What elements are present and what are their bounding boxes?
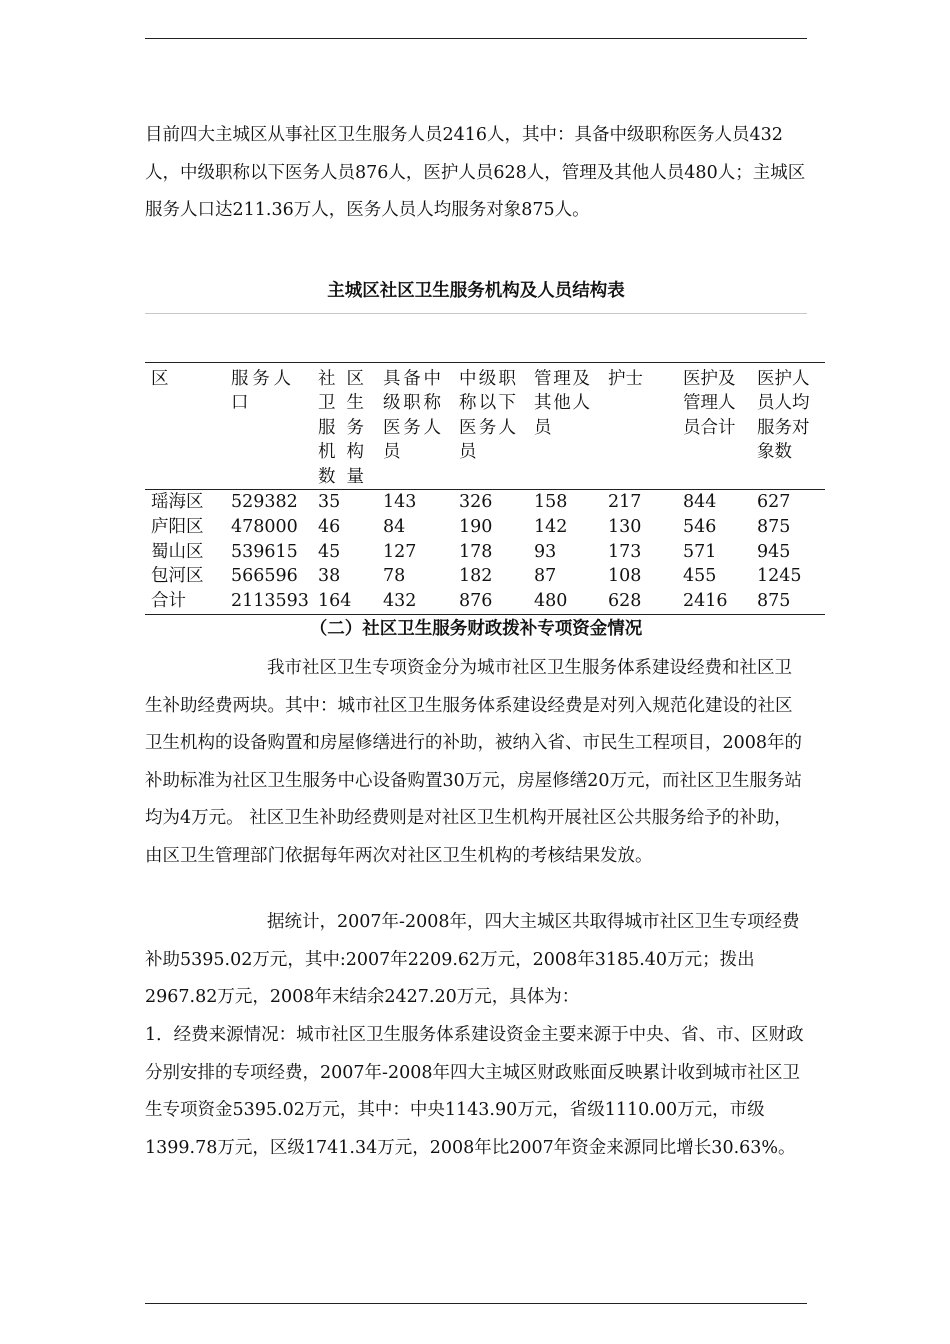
cell-mid-title: 84 — [383, 516, 406, 537]
cell-below-mid: 876 — [453, 589, 528, 614]
cell-institutions: 164 — [312, 589, 377, 614]
cell-nurses: 108 — [608, 566, 642, 587]
cell-population: 566596 — [231, 566, 298, 587]
cell-institutions: 38 — [318, 566, 341, 587]
cell-below-mid: 182 — [459, 566, 493, 587]
cell-total: 2416 — [677, 589, 751, 614]
table-header-row — [145, 363, 825, 490]
cell-population: 478000 — [231, 516, 298, 537]
header-nurses: 护士 — [602, 363, 677, 490]
cell-management: 142 — [534, 516, 568, 537]
title-underline — [145, 313, 807, 314]
table-row — [145, 540, 825, 565]
table-total-row — [145, 589, 825, 614]
cell-mid-title: 432 — [377, 589, 453, 614]
cell-ratio: 627 — [757, 492, 791, 513]
header-total-staff: 医护及管理人员合计 — [677, 363, 751, 490]
cell-district: 蜀山区 — [151, 541, 204, 562]
header-institution-count: 社区卫生服务机构数量 — [312, 363, 377, 490]
cell-management: 158 — [534, 492, 568, 513]
header-population: 服务人口 — [225, 363, 312, 490]
cell-management: 480 — [528, 589, 602, 614]
structure-table — [145, 362, 825, 615]
cell-institutions: 35 — [318, 492, 341, 513]
header-service-ratio: 医护人员人均服务对象数 — [751, 363, 825, 490]
cell-nurses: 628 — [602, 589, 677, 614]
cell-total: 571 — [683, 541, 717, 562]
cell-mid-title: 78 — [383, 566, 406, 587]
footer-rule — [145, 1303, 807, 1304]
fund-source-paragraph: 1．经费来源情况：城市社区卫生服务体系建设资金主要来源于中央、省、市、区财政分别安排的专项经费，2007年-2008年四大主城区财政账面反映累计收到城市社区卫生专项资金5395.02万元，其中：中央1143.90万元，省级1110.00万元，市级1399.78万元，区级1741.34万元，2008年比2007年资金来源同比增长30.63%。 — [145, 1025, 804, 1158]
header-rule — [145, 38, 807, 39]
cell-ratio: 945 — [757, 541, 791, 562]
cell-below-mid: 190 — [459, 516, 493, 537]
cell-district: 庐阳区 — [151, 516, 204, 537]
table-row — [145, 490, 825, 515]
header-district: 区 — [145, 363, 225, 490]
cell-institutions: 46 — [318, 516, 341, 537]
cell-management: 87 — [534, 566, 557, 587]
cell-nurses: 130 — [608, 516, 642, 537]
cell-population: 2113593 — [225, 589, 312, 614]
cell-district: 合计 — [145, 589, 225, 614]
cell-mid-title: 127 — [383, 541, 417, 562]
cell-institutions: 45 — [318, 541, 341, 562]
staff-summary-paragraph: 目前四大主城区从事社区卫生服务人员2416人，其中：具备中级职称医务人员432人，中级职称以下医务人员876人，医护人员628人，管理及其他人员480人；主城区服务人口达211.36万人，医务人员人均服务对象875人。 — [145, 125, 806, 220]
cell-ratio: 875 — [751, 589, 825, 614]
cell-district: 包河区 — [151, 566, 204, 587]
section-heading: （二）社区卫生服务财政拨补专项资金情况 — [309, 619, 643, 639]
fund-composition-paragraph: 我市社区卫生专项资金分为城市社区卫生服务体系建设经费和社区卫生补助经费两块。其中：城市社区卫生服务体系建设经费是对列入规范化建设的社区卫生机构的设备购置和房屋修缮进行的补助，被纳入省、市民生工程项目，2008年的补助标准为社区卫生服务中心设备购置30万元，房屋修缮20万元，而社区卫生服务站均为4万元。 社区卫生补助经费则是对社区卫生机构开展社区公共服务给予的补助，由区卫生管理部门依据每年两次对社区卫生机构的考核结果发放。 — [145, 658, 803, 866]
cell-ratio: 875 — [757, 516, 791, 537]
header-management-staff: 管理及其他人员 — [528, 363, 602, 490]
cell-total: 455 — [683, 566, 717, 587]
fund-statistics-paragraph: 据统计，2007年-2008年，四大主城区共取得城市社区卫生专项经费补助5395.02万元，其中:2007年2209.62万元，2008年3185.40万元；拨出2967.82万元，2008年末结余2427.20万元，具体为： — [145, 912, 800, 1007]
cell-total: 546 — [683, 516, 717, 537]
table-row — [145, 515, 825, 540]
cell-population: 529382 — [231, 492, 298, 513]
header-mid-title-staff: 具备中级职称医务人员 — [377, 363, 453, 490]
table-title: 主城区社区卫生服务机构及人员结构表 — [327, 281, 625, 301]
cell-total: 844 — [683, 492, 717, 513]
cell-mid-title: 143 — [383, 492, 417, 513]
cell-nurses: 173 — [608, 541, 642, 562]
cell-ratio: 1245 — [757, 566, 802, 587]
cell-management: 93 — [534, 541, 557, 562]
cell-below-mid: 178 — [459, 541, 493, 562]
cell-population: 539615 — [231, 541, 298, 562]
header-below-mid-staff: 中级职称以下医务人员 — [453, 363, 528, 490]
table-row — [145, 564, 825, 589]
cell-district: 瑶海区 — [151, 492, 204, 513]
cell-below-mid: 326 — [459, 492, 493, 513]
cell-nurses: 217 — [608, 492, 642, 513]
